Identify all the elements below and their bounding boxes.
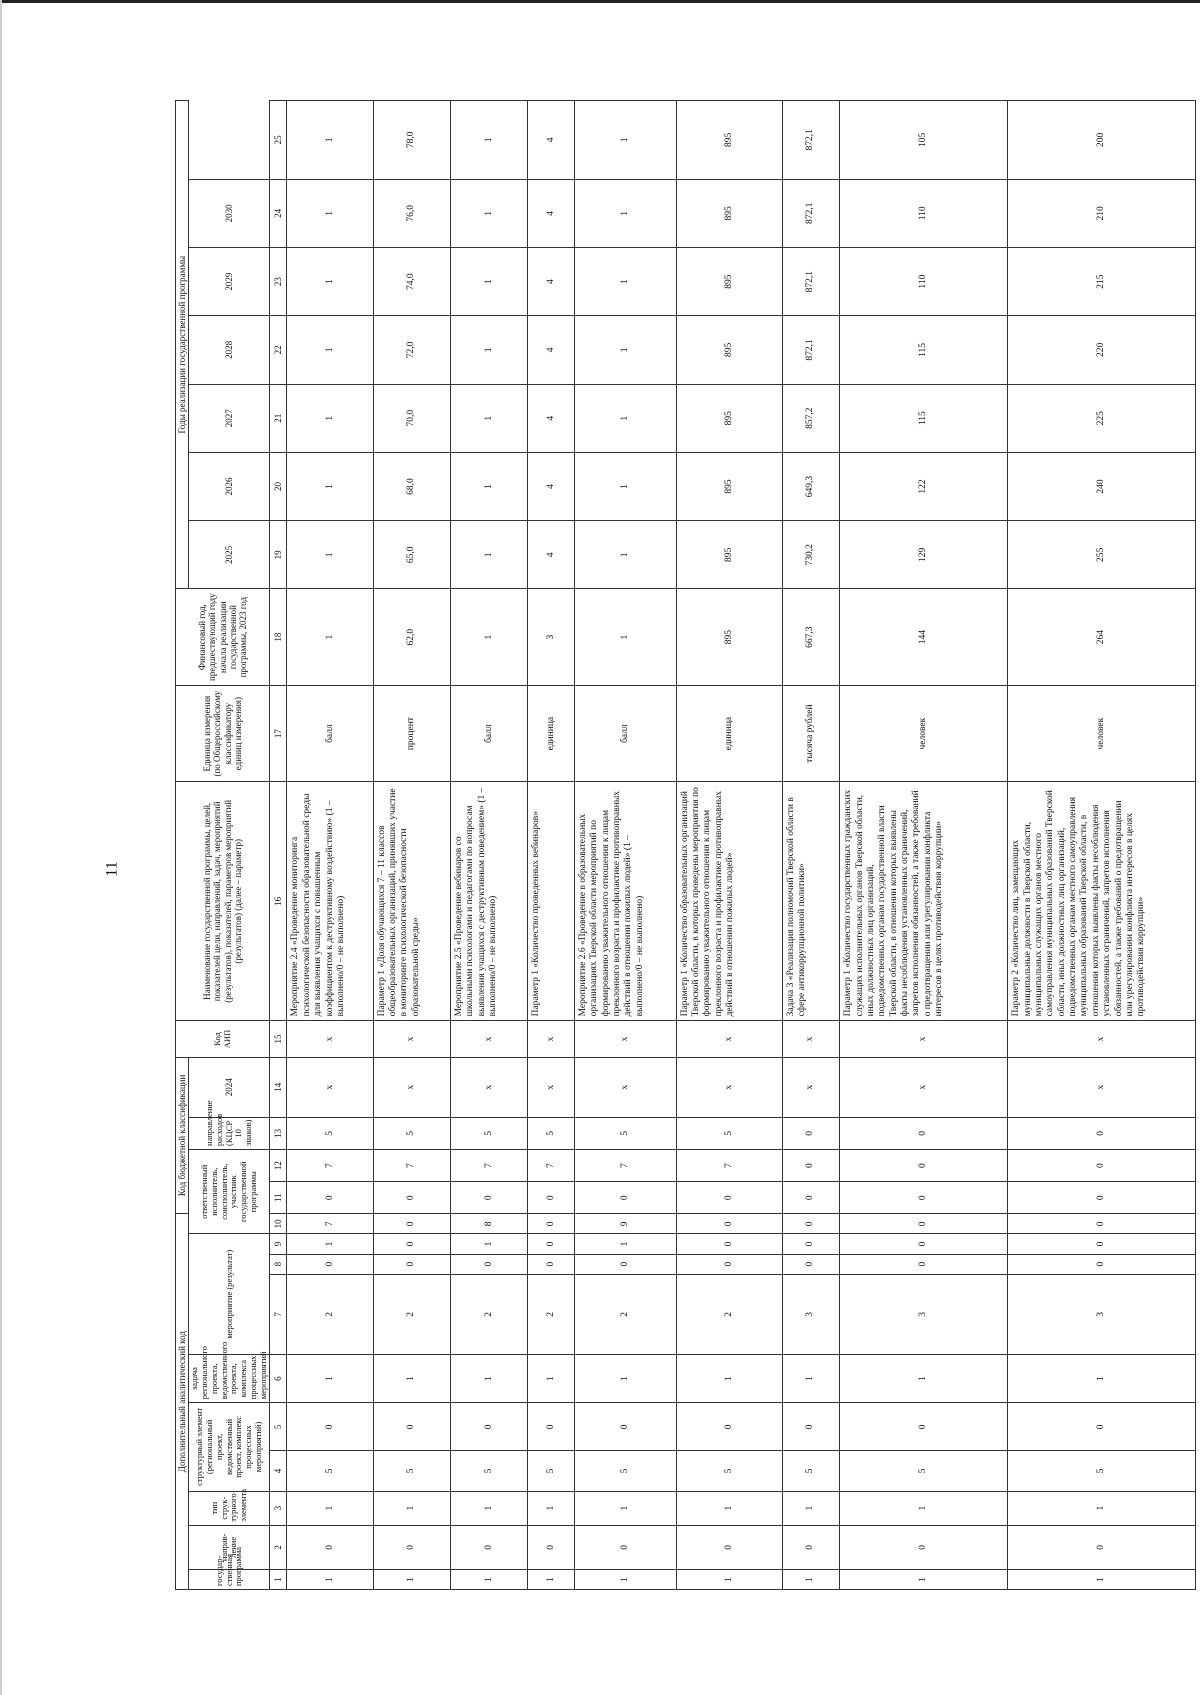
year-value-cell: 1 [574, 452, 676, 520]
code-cell: 0 [574, 1525, 676, 1569]
code-cell: 0 [451, 1182, 528, 1214]
code-cell: 1 [574, 1354, 676, 1402]
table-row [782, 101, 839, 1590]
base-year-cell: 3 [528, 589, 574, 685]
code-cell: 0 [676, 1182, 782, 1214]
base-year-cell: 667,3 [782, 589, 839, 685]
code-cell: 0 [1008, 1403, 1196, 1451]
header-row-1 [176, 101, 189, 1590]
code-cell: 0 [373, 1182, 450, 1214]
code-cell: 2 [574, 1274, 676, 1354]
year-value-cell: 76,0 [373, 179, 450, 247]
code-cell: 1 [574, 1569, 676, 1589]
column-number: 22 [270, 316, 287, 384]
code-cell: х [287, 1021, 373, 1057]
code-cell: 1 [287, 1491, 373, 1525]
year-value-cell: 1 [287, 101, 373, 180]
code-cell: х [676, 1021, 782, 1057]
year-value-cell: 1 [574, 384, 676, 452]
code-cell: 7 [451, 1149, 528, 1181]
year-2026-header: 2026 [189, 452, 270, 520]
code-cell: х [782, 1057, 839, 1117]
code-cell: 0 [840, 1214, 1008, 1234]
year-value-cell: 65,0 [373, 521, 450, 589]
dac-header: Дополнительный аналитический код [176, 1214, 189, 1590]
code-cell: 0 [1008, 1214, 1196, 1234]
table-row [451, 101, 528, 1590]
unit-cell: балл [451, 685, 528, 781]
column-number: 8 [270, 1254, 287, 1274]
year-value-cell: 895 [676, 101, 782, 180]
code-cell: х [528, 1057, 574, 1117]
column-number: 3 [270, 1491, 287, 1525]
task-header: задача регионального проекта, ведомственного проекта, комплекса процессных мероприятий [189, 1354, 270, 1402]
year-value-cell: 4 [528, 452, 574, 520]
unit-cell: человек [840, 685, 1008, 781]
code-cell: 0 [528, 1254, 574, 1274]
code-cell: 5 [574, 1117, 676, 1149]
year-value-cell: 1 [451, 521, 528, 589]
code-cell: 0 [287, 1525, 373, 1569]
program-indicators-table [175, 100, 1196, 1590]
left-scan-edge [0, 0, 2, 1695]
code-cell: 0 [574, 1182, 676, 1214]
year-value-cell: 1 [574, 179, 676, 247]
code-cell: 5 [1008, 1451, 1196, 1491]
table-body [287, 101, 1196, 1590]
year-value-cell: 255 [1008, 521, 1196, 589]
page-number: 11 [103, 861, 121, 877]
year-value-cell: 70,0 [373, 384, 450, 452]
base-year-cell: 62,0 [373, 589, 450, 685]
code-cell: 0 [676, 1403, 782, 1451]
year-value-cell: 240 [1008, 452, 1196, 520]
year-value-cell: 730,2 [782, 521, 839, 589]
year-2027-header: 2027 [189, 384, 270, 452]
code-cell: 1 [528, 1354, 574, 1402]
year-value-cell: 895 [676, 452, 782, 520]
column-number: 25 [270, 101, 287, 180]
code-cell: 0 [840, 1403, 1008, 1451]
code-cell: х [840, 1057, 1008, 1117]
code-cell: 0 [782, 1214, 839, 1234]
year-value-cell: 200 [1008, 101, 1196, 180]
year-value-cell: 895 [676, 384, 782, 452]
base-year-cell: 1 [287, 589, 373, 685]
year-value-cell: 1 [287, 384, 373, 452]
code-cell: 0 [287, 1254, 373, 1274]
element-type-header: тип струк-турного элемента [189, 1491, 270, 1525]
code-cell: 0 [528, 1403, 574, 1451]
year-value-cell: 1 [451, 316, 528, 384]
code-cell: 0 [840, 1254, 1008, 1274]
code-cell: 0 [373, 1525, 450, 1569]
unit-cell: балл [287, 685, 373, 781]
code-cell: 1 [840, 1491, 1008, 1525]
code-cell: 5 [676, 1451, 782, 1491]
year-value-cell: 220 [1008, 316, 1196, 384]
column-number: 6 [270, 1354, 287, 1402]
year-value-cell: 1 [287, 247, 373, 315]
code-cell: 0 [451, 1254, 528, 1274]
code-cell: х [1008, 1021, 1196, 1057]
code-cell: 7 [287, 1149, 373, 1181]
code-cell: 5 [373, 1117, 450, 1149]
year-value-cell: 872,1 [782, 101, 839, 180]
code-cell: 0 [287, 1182, 373, 1214]
code-cell: 0 [528, 1525, 574, 1569]
year-value-cell: 110 [840, 247, 1008, 315]
code-cell: 1 [287, 1234, 373, 1254]
code-cell: 0 [451, 1403, 528, 1451]
code-cell: 7 [574, 1149, 676, 1181]
year-value-cell: 1 [574, 101, 676, 180]
unit-cell: балл [574, 685, 676, 781]
code-cell: 1 [528, 1569, 574, 1589]
code-cell: 8 [451, 1214, 528, 1234]
code-cell: х [782, 1021, 839, 1057]
code-cell: 0 [840, 1234, 1008, 1254]
column-number: 20 [270, 452, 287, 520]
code-cell: 0 [840, 1149, 1008, 1181]
code-cell: х [574, 1021, 676, 1057]
unit-cell: единица [676, 685, 782, 781]
code-cell: 5 [451, 1451, 528, 1491]
code-cell: 0 [840, 1117, 1008, 1149]
code-cell: 1 [373, 1354, 450, 1402]
year-value-cell: 4 [528, 316, 574, 384]
year-2029-header: 2029 [189, 247, 270, 315]
name-header: Наименование государственной программы, целей, показателей цели, направлений, задач, мероприятий (результатов), показателей, параметров мероприятий (результатов) (далее – параметр) [176, 782, 270, 1021]
code-cell: х [840, 1021, 1008, 1057]
column-number: 1 [270, 1569, 287, 1589]
code-cell: 0 [1008, 1182, 1196, 1214]
direction-header: направ-ление [189, 1525, 270, 1569]
code-cell: 7 [373, 1149, 450, 1181]
code-cell: 7 [676, 1149, 782, 1181]
code-cell: 5 [528, 1451, 574, 1491]
code-cell: 9 [574, 1214, 676, 1234]
base-year-cell: 1 [451, 589, 528, 685]
code-cell: х [451, 1021, 528, 1057]
code-cell: 5 [451, 1117, 528, 1149]
rotated-table-wrapper [175, 100, 1147, 1590]
unit-cell: процент [373, 685, 450, 781]
unit-cell: единица [528, 685, 574, 781]
column-number: 4 [270, 1451, 287, 1491]
year-value-cell: 857,2 [782, 384, 839, 452]
year-value-cell: 895 [676, 316, 782, 384]
code-cell: 0 [676, 1525, 782, 1569]
year-value-cell: 1 [574, 316, 676, 384]
column-number: 23 [270, 247, 287, 315]
base-year-cell: 895 [676, 589, 782, 685]
aip-code-header: Код АИП [176, 1021, 270, 1057]
code-cell: 0 [676, 1234, 782, 1254]
year-value-cell: 1 [287, 316, 373, 384]
code-cell: 2 [451, 1274, 528, 1354]
code-cell: 1 [1008, 1491, 1196, 1525]
base-year-cell: 264 [1008, 589, 1196, 685]
code-cell: 3 [782, 1274, 839, 1354]
code-cell: 0 [373, 1214, 450, 1234]
description-cell: Параметр 1 «Количество образовательных организаций Тверской области, в которых проведены мероприятия по формированию уважительного отношения к лицам преклонного возраста и профилактике противоправных действий в отношении пожилых людей» [676, 782, 782, 1021]
year-value-cell: 1 [574, 247, 676, 315]
column-number: 12 [270, 1149, 287, 1181]
code-cell: 0 [1008, 1234, 1196, 1254]
code-cell: 0 [528, 1214, 574, 1234]
code-cell: 5 [676, 1117, 782, 1149]
code-cell: 5 [287, 1117, 373, 1149]
code-cell: 0 [1008, 1149, 1196, 1181]
year-value-cell: 215 [1008, 247, 1196, 315]
structural-element-header: структурный элемент (региональный проект, ведомственный проект, комплекс процессных мероприятий) [189, 1403, 270, 1491]
description-cell: Мероприятие 2.6 «Проведение в образовательных организациях Тверской области мероприятий по формированию уважительного отношения к лицам преклонного возраста и профилактике противоправных действий в отношении пожилых людей» (1 – выполнено/0 – не выполнено) [574, 782, 676, 1021]
executor-header: ответственный исполнитель, соисполнитель, участник государственной программы [189, 1149, 270, 1233]
description-cell: Мероприятие 2.5 «Проведение вебинаров со школьными психологами и педагогами по вопросам выявления учащихся с деструктивным поведением» (1 – выполнено/0 – не выполнено) [451, 782, 528, 1021]
column-number: 18 [270, 589, 287, 685]
year-value-cell: 1 [287, 452, 373, 520]
code-cell: 7 [528, 1149, 574, 1181]
code-cell: 5 [287, 1451, 373, 1491]
year-value-cell: 895 [676, 521, 782, 589]
column-number: 15 [270, 1021, 287, 1057]
year-value-cell: 1 [287, 521, 373, 589]
description-cell: Параметр 1 «Количество государственных гражданских служащих исполнительных органов Тверской области, иных должностных лиц организаций, подведомственных органам государственной власти Тверской области, в отношении которых выявлены факты несоблюдения установленных ограничений, запретов исполнения обязанностей, а также требований о предотвращении или урегулировании конфликта интересов в целях противодействия коррупции» [840, 782, 1008, 1021]
year-value-cell: 115 [840, 384, 1008, 452]
code-cell: 3 [840, 1274, 1008, 1354]
table-row [574, 101, 676, 1590]
column-number: 13 [270, 1117, 287, 1149]
year-value-cell: 872,1 [782, 316, 839, 384]
year-value-cell: 4 [528, 179, 574, 247]
code-cell: 0 [782, 1403, 839, 1451]
code-cell: 0 [782, 1149, 839, 1181]
year-value-cell: 68,0 [373, 452, 450, 520]
code-cell: 2 [287, 1274, 373, 1354]
code-cell: х [287, 1057, 373, 1117]
code-cell: 0 [287, 1403, 373, 1451]
code-cell: 1 [373, 1569, 450, 1589]
year-value-cell: 4 [528, 247, 574, 315]
unit-cell: человек [1008, 685, 1196, 781]
base-year-header: Финансовый год, предшествующий году начала реализации государственной программы, 2023 год [176, 589, 270, 685]
code-cell: 0 [451, 1525, 528, 1569]
code-cell: 1 [676, 1491, 782, 1525]
code-cell: 1 [451, 1569, 528, 1589]
code-cell: 1 [287, 1569, 373, 1589]
code-cell: 0 [840, 1182, 1008, 1214]
year-value-cell: 872,1 [782, 247, 839, 315]
code-cell: 2 [373, 1274, 450, 1354]
code-cell: 0 [574, 1403, 676, 1451]
code-cell: 1 [782, 1354, 839, 1402]
code-cell: 0 [782, 1254, 839, 1274]
code-cell: 5 [782, 1451, 839, 1491]
code-cell: 0 [373, 1254, 450, 1274]
code-cell: 1 [287, 1354, 373, 1402]
code-cell: 1 [676, 1354, 782, 1402]
column-number: 17 [270, 685, 287, 781]
description-cell: Параметр 2 «Количество лиц, замещающих муниципальные должности в Тверской области, муниципальных служащих органов местного самоуправления муниципальных образований Тверской области, иных должностных лиц организаций, подведомственных органам местного самоуправления муниципальных образований Тверской области, в отношении которых выявлены факты несоблюдения установленных ограничений, запретов исполнения обязанностей, а также требований о предотвращении или урегулировании конфликта интересов в целях противодействия коррупции» [1008, 782, 1196, 1021]
code-cell: 0 [528, 1234, 574, 1254]
code-cell: 1 [528, 1491, 574, 1525]
unit-header: Единица измерения (по Общероссийскому классификатору единиц измерения) [176, 685, 270, 781]
year-2030-header: 2030 [189, 179, 270, 247]
code-cell: 0 [1008, 1254, 1196, 1274]
column-number: 10 [270, 1214, 287, 1234]
code-cell: 1 [1008, 1569, 1196, 1589]
code-cell: 1 [676, 1569, 782, 1589]
year-value-cell: 872,1 [782, 179, 839, 247]
year-value-cell: 1 [451, 179, 528, 247]
code-cell: х [528, 1021, 574, 1057]
year-value-cell: 225 [1008, 384, 1196, 452]
code-cell: 2 [676, 1274, 782, 1354]
year-value-cell: 4 [528, 384, 574, 452]
column-number: 21 [270, 384, 287, 452]
year-value-cell: 74,0 [373, 247, 450, 315]
year-value-cell: 129 [840, 521, 1008, 589]
year-2024-header: 2024 [189, 1057, 270, 1117]
year-value-cell: 4 [528, 521, 574, 589]
program-header: государ-ственная программа [189, 1569, 270, 1589]
code-cell: х [574, 1057, 676, 1117]
description-cell: Мероприятие 2.4 «Проведение мониторинга психологической безопасности образовательной среды для выявления учащихся с повышенным коэффициентом к деструктивному воздействию» (1 – выполнено/0 – не выполнено) [287, 782, 373, 1021]
table-row [840, 101, 1008, 1590]
year-value-cell: 1 [451, 452, 528, 520]
code-cell: 0 [1008, 1525, 1196, 1569]
column-number: 14 [270, 1057, 287, 1117]
code-cell: 0 [1008, 1117, 1196, 1149]
code-cell: х [373, 1021, 450, 1057]
column-number: 11 [270, 1182, 287, 1214]
year-value-cell: 115 [840, 316, 1008, 384]
code-cell: 1 [373, 1491, 450, 1525]
year-2028-header: 2028 [189, 316, 270, 384]
code-cell: 0 [373, 1234, 450, 1254]
year-value-cell: 78,0 [373, 101, 450, 180]
column-number-row [270, 101, 287, 1590]
unit-cell: тысяча рублей [782, 685, 839, 781]
code-cell: х [676, 1057, 782, 1117]
table-row [676, 101, 782, 1590]
code-cell: 5 [574, 1451, 676, 1491]
year-value-cell: 4 [528, 101, 574, 180]
code-cell: 1 [451, 1491, 528, 1525]
column-number: 2 [270, 1525, 287, 1569]
description-cell: Параметр 1 «Количество проведенных вебинаров» [528, 782, 574, 1021]
year-value-cell: 1 [451, 101, 528, 180]
year-value-cell: 110 [840, 179, 1008, 247]
table-row [528, 101, 574, 1590]
code-cell: 0 [840, 1525, 1008, 1569]
column-number: 16 [270, 782, 287, 1021]
code-cell: 1 [574, 1234, 676, 1254]
years-group-header: Годы реализации государственной программы [176, 101, 189, 589]
year-value-cell: 895 [676, 179, 782, 247]
year-value-cell: 1 [451, 247, 528, 315]
code-cell: 1 [451, 1234, 528, 1254]
year-value-cell: 1 [287, 179, 373, 247]
expense-direction-header: направление расходов (КЦСР 10 знаков) [189, 1117, 270, 1149]
code-cell: х [373, 1057, 450, 1117]
year-2025-header: 2025 [189, 521, 270, 589]
year-value-cell: 895 [676, 247, 782, 315]
top-scan-line [0, 0, 1200, 3]
table-row [373, 101, 450, 1590]
code-cell: х [1008, 1057, 1196, 1117]
column-number: 9 [270, 1234, 287, 1254]
code-cell: 0 [782, 1182, 839, 1214]
code-cell: 1 [782, 1491, 839, 1525]
code-cell: 1 [574, 1491, 676, 1525]
code-cell: х [451, 1057, 528, 1117]
code-cell: 2 [528, 1274, 574, 1354]
table-row [1008, 101, 1196, 1590]
code-cell: 5 [840, 1451, 1008, 1491]
code-cell: 1 [1008, 1354, 1196, 1402]
column-number: 7 [270, 1274, 287, 1354]
year-value-cell: 122 [840, 452, 1008, 520]
column-number: 5 [270, 1403, 287, 1451]
measure-header: мероприятие (результат) [189, 1234, 270, 1355]
code-cell: 0 [574, 1254, 676, 1274]
code-cell: 1 [782, 1569, 839, 1589]
code-cell: 0 [676, 1214, 782, 1234]
year-value-cell: 72,0 [373, 316, 450, 384]
column-number: 24 [270, 179, 287, 247]
year-value-cell: 1 [451, 384, 528, 452]
year-value-cell: 105 [840, 101, 1008, 180]
table-row [287, 101, 373, 1590]
code-cell: 0 [782, 1234, 839, 1254]
year-value-cell: 1 [574, 521, 676, 589]
code-cell: 1 [840, 1354, 1008, 1402]
base-year-cell: 1 [574, 589, 676, 685]
code-cell: 0 [782, 1525, 839, 1569]
code-cell: 5 [528, 1117, 574, 1149]
code-cell: 0 [676, 1254, 782, 1274]
code-cell: 0 [528, 1182, 574, 1214]
code-cell: 1 [840, 1569, 1008, 1589]
code-cell: 0 [373, 1403, 450, 1451]
year-value-cell: 210 [1008, 179, 1196, 247]
column-number: 19 [270, 521, 287, 589]
description-cell: Задача 3 «Реализация полномочий Тверской области в сфере антикоррупционной политики» [782, 782, 839, 1021]
code-cell: 0 [782, 1117, 839, 1149]
budget-code-header: Код бюджетной классификации [176, 1057, 189, 1214]
year-value-cell: 649,3 [782, 452, 839, 520]
code-cell: 3 [1008, 1274, 1196, 1354]
code-cell: 1 [451, 1354, 528, 1402]
code-cell: 7 [287, 1214, 373, 1234]
description-cell: Параметр 1 «Доля обучающихся 7 – 11 классов общеобразовательных организаций, принявших участие в мониторинге психологической безопасности образовательной среды» [373, 782, 450, 1021]
code-cell: 5 [373, 1451, 450, 1491]
base-year-cell: 144 [840, 589, 1008, 685]
